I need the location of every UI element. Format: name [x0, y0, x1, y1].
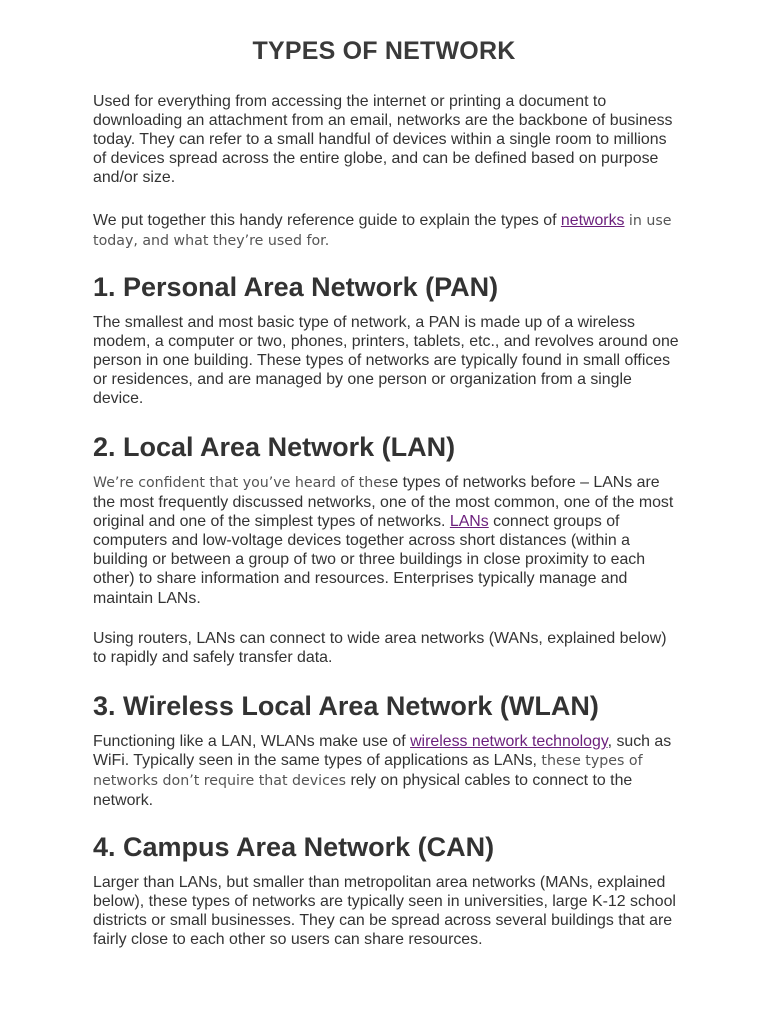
wlan-paragraph — [93, 732, 683, 810]
intro-paragraph — [93, 92, 683, 187]
wireless-network-technology-link[interactable]: wireless network technology — [410, 733, 608, 750]
intro-guide-paragraph — [93, 211, 683, 251]
can-text: Larger than LANs, but smaller than metropolitan area networks (MANs, explained below), these types of networks are typically seen in universities, large K-12 school districts or small businesses. They can be spread across several buildings that are fairly close to each other so users can share resources. — [93, 874, 676, 949]
networks-link[interactable]: networks — [560, 212, 625, 229]
lan-routers-paragraph — [93, 629, 683, 667]
lans-link[interactable]: LANs — [449, 513, 489, 531]
lan-light-text: We’re confident that you’ve heard of thes — [93, 475, 390, 491]
wlan-text-b: , such as WiFi. Typically seen in the same types of applications as LANs, — [93, 733, 672, 770]
lan-text-b: connect groups of computers and low-voltage devices together across short distances (within a building or between a group of two or three buildings in close proximity to each other) to share information and resources. Enterprises typically manage and maintain LANs. — [93, 513, 646, 607]
heading-can: 4. Campus Area Network (CAN) — [93, 832, 495, 862]
wlan-light-text: these types of networks don’t require that devices — [93, 753, 643, 790]
intro-guide-light-text: in use today, and what they’re used for. — [93, 213, 672, 250]
heading-lan: 2. Local Area Network (LAN) — [93, 432, 456, 462]
can-paragraph — [93, 873, 683, 949]
intro-guide-text: We put together this handy reference guide to explain the types of — [93, 212, 557, 229]
pan-text: The smallest and most basic type of network, a PAN is made up of a wireless modem, a computer or two, phones, printers, tablets, etc., and revolves around one person in one building. These types of networks are typically found in small offices or residences, and are managed by one person or organization from a single device. — [93, 314, 679, 408]
heading-pan: 1. Personal Area Network (PAN) — [93, 272, 499, 302]
heading-wlan: 3. Wireless Local Area Network (WLAN) — [93, 691, 599, 721]
lan-paragraph — [93, 473, 683, 608]
intro-text: Used for everything from accessing the internet or printing a document to downloading an attachment from an email, networks are the backbone of business today. They can refer to a small handful of devices within a single room to millions of devices spread across the entire globe, and can be defined based on purpose and/or size. — [93, 93, 673, 187]
pan-paragraph — [93, 313, 683, 408]
wlan-text-c: rely on physical cables to connect to the network. — [93, 772, 633, 810]
page-title: TYPES OF NETWORK — [252, 37, 516, 65]
lan-routers-text: Using routers, LANs can connect to wide area networks (WANs, explained below) to rapidly and safely transfer data. — [93, 630, 667, 667]
lan-text-a: e types of networks before – LANs are the most frequently discussed networks, one of the most common, one of the most original and one of the simplest types of networks. — [93, 474, 674, 531]
wlan-text-a: Functioning like a LAN, WLANs make use of — [93, 733, 406, 750]
